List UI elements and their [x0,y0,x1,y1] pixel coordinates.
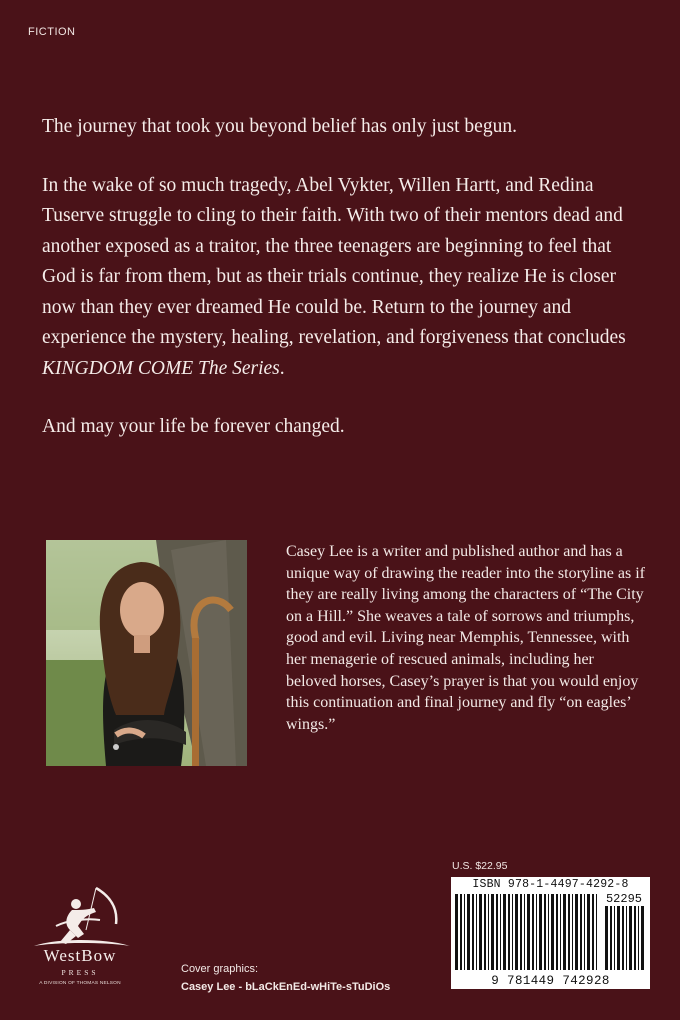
credits-label: Cover graphics: [181,963,259,975]
isbn-number: ISBN 978-1-4497-4292-8 [472,878,629,891]
blurb-tagline: The journey that took you beyond belief has only just begun. [42,116,517,137]
series-title: KINGDOM COME The Series [42,357,280,379]
back-cover-blurb [42,112,642,471]
blurb-synopsis-text: In the wake of so much tragedy, Abel Vykter, Willen Hartt, and Redina Tuserve struggle to cling to their faith. With two of their mentors dead and another exposed as a traitor, the three teenagers are beginning to feel that God is far from them, but as their trials continue, they realize He is closer now than they ever dreamed He could be. Return to the journey and experience the mystery, healing, revelation, and forgiveness that concludes [42,174,626,348]
barcode-addon-number: 52295 [605,892,642,906]
price-label: U.S. $22.95 [452,860,508,872]
cover-credits [181,960,390,996]
blurb-closing: And may your life be forever changed. [42,416,345,437]
genre-label: FICTION [28,26,76,38]
publisher-press: PRESS [61,968,99,977]
barcode-digits: 9 781449 742928 [491,974,610,988]
author-photo [46,540,247,766]
credits-name: Casey Lee - bLaCkEnEd-wHiTe-sTuDiOs [181,981,391,993]
blurb-synopsis-end: . [279,357,285,379]
author-bio: Casey Lee is a writer and published author and has a unique way of drawing the reader into the storyline as if they are really living among the characters of “The City on a Hill.” She weaves a tale of sorrows and triumphs, good and evil. Living near Memphis, Tennessee, with her menagerie of rescued animals, including her beloved horses, Casey’s prayer is that you would enjoy this continuation and final journey and fly “on eagles’ wings.” [286,543,645,733]
blurb-synopsis [42,171,642,385]
publisher-name: WestBow [43,946,117,965]
westbow-logo-icon [26,882,136,994]
isbn-barcode [451,877,650,989]
publisher-division: A DIVISION OF THOMAS NELSON [39,981,121,986]
